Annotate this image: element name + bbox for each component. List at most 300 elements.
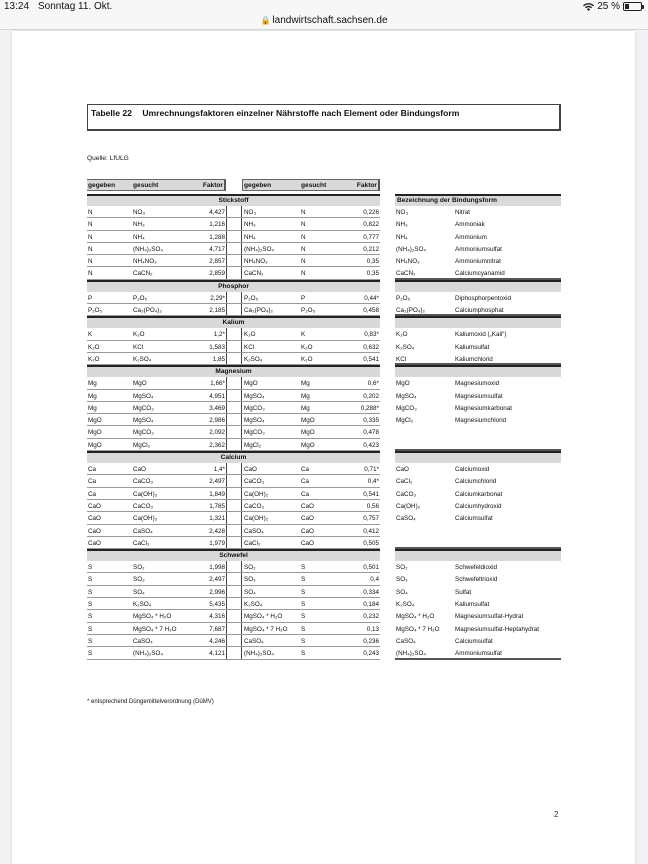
legend-row xyxy=(395,475,561,487)
name-cell: Calciumhydroxid xyxy=(455,502,502,510)
given-cell: CaSO₄ xyxy=(244,637,264,645)
legend-row xyxy=(395,647,561,659)
legend-row xyxy=(395,353,561,365)
sought-cell: Ca₃(PO₄)₂ xyxy=(133,307,162,315)
table-row xyxy=(87,328,380,340)
sought-cell: SO₂ xyxy=(133,564,145,572)
table-row xyxy=(87,500,380,512)
factor-cell: 0,777 xyxy=(363,233,379,241)
column-gap xyxy=(226,267,242,278)
section-body xyxy=(87,377,380,451)
page-number: 2 xyxy=(554,810,559,819)
lock-icon: 🔒 xyxy=(260,16,271,25)
given-cell: MgSO₄ xyxy=(244,417,265,425)
table-row xyxy=(87,426,380,438)
name-cell: Ammonium xyxy=(455,233,487,241)
legend-row xyxy=(395,377,561,389)
given-cell: CaO xyxy=(88,527,101,535)
factor-cell: 0,184 xyxy=(363,601,379,609)
given-cell: CaCO₃ xyxy=(244,502,265,510)
table-row xyxy=(87,537,380,549)
formula-cell: SO₄ xyxy=(396,588,408,596)
sought-cell: K xyxy=(301,331,306,339)
column-gap xyxy=(226,390,242,401)
factor-cell: 0,501 xyxy=(363,564,379,572)
given-cell: Mg xyxy=(88,404,97,412)
sought-cell: CaO xyxy=(301,515,314,523)
given-cell: N xyxy=(88,233,93,241)
column-header-right xyxy=(242,179,380,191)
name-cell: Calciumsulfat xyxy=(455,637,493,645)
formula-cell: MgSO₄ * H₂O xyxy=(396,613,435,621)
sought-cell: K₂O xyxy=(301,355,313,363)
sought-cell: CaCl₂ xyxy=(133,539,150,547)
factor-cell: 1,785 xyxy=(209,502,225,510)
factor-cell: 0,13 xyxy=(366,625,379,633)
given-cell: P₂O₅ xyxy=(88,307,103,315)
conversion-table xyxy=(87,194,380,660)
formula-cell: NH₄NO₃ xyxy=(396,258,420,266)
factor-cell: 2,092 xyxy=(209,429,225,437)
formula-cell: KCl xyxy=(396,355,407,363)
formula-cell: Ca₃(PO₄)₂ xyxy=(396,307,425,315)
given-cell: CaO xyxy=(88,502,101,510)
legend-row xyxy=(395,267,561,279)
sought-cell: KCl xyxy=(133,343,144,351)
given-cell: Ca xyxy=(88,490,97,498)
section-body xyxy=(87,206,380,280)
factor-cell: 4,246 xyxy=(209,637,225,645)
header-factor: Faktor xyxy=(202,182,223,189)
factor-cell: 1,66* xyxy=(210,380,225,388)
table-row xyxy=(87,292,380,304)
column-gap xyxy=(226,635,242,646)
factor-cell: 4,951 xyxy=(209,392,225,400)
column-gap xyxy=(226,573,242,584)
legend-section-header xyxy=(395,451,561,463)
table-row xyxy=(87,243,380,255)
formula-cell: K₂O xyxy=(396,331,408,339)
given-cell: K₂SO₄ xyxy=(244,601,263,609)
factor-cell: 0,423 xyxy=(363,441,379,449)
section-header-stickstoff: Stickstoff xyxy=(87,194,380,206)
formula-cell: NO₃ xyxy=(396,209,409,216)
table-row xyxy=(87,561,380,573)
table-row xyxy=(87,377,380,389)
column-gap xyxy=(226,561,242,572)
sought-cell: Ca xyxy=(301,490,310,498)
legend-row xyxy=(395,243,561,255)
sought-cell: Mg xyxy=(301,392,310,400)
column-gap xyxy=(226,328,242,339)
header-sought: gesucht xyxy=(301,182,327,189)
header-given: gegeben xyxy=(244,182,272,189)
factor-cell: 2,428 xyxy=(209,527,225,535)
header-sought: gesucht xyxy=(133,182,159,189)
name-cell: Magnesiumchlorid xyxy=(455,417,507,425)
given-cell: CaCN₂ xyxy=(244,270,264,278)
name-cell: Magnesiumoxid xyxy=(455,380,500,388)
name-cell: Magnesiumsulfat-Heptahydrat xyxy=(455,625,539,633)
table-row xyxy=(87,525,380,537)
legend-row xyxy=(395,610,561,622)
factor-cell: 0,541 xyxy=(363,355,379,363)
factor-cell: 2,497 xyxy=(209,576,225,584)
given-cell: SO₂ xyxy=(244,564,256,572)
section-body xyxy=(87,561,380,659)
given-cell: S xyxy=(88,601,93,609)
legend-row xyxy=(395,488,561,500)
formula-cell: CaCO₃ xyxy=(396,490,417,498)
sought-cell: MgO xyxy=(301,429,315,437)
sought-cell: CaCO₃ xyxy=(133,478,154,486)
given-cell: Ca(OH)₂ xyxy=(244,515,269,523)
given-cell: (NH₄)₂SO₄ xyxy=(244,245,274,253)
factor-cell: 1,321 xyxy=(209,515,225,523)
formula-cell: CaCN₂ xyxy=(396,270,416,278)
sought-cell: MgCO₃ xyxy=(133,429,154,437)
legend-row xyxy=(395,573,561,585)
sought-cell: MgSO₄ xyxy=(133,392,154,400)
name-cell: Ammoniumsulfat xyxy=(455,245,502,253)
factor-cell: 0,35 xyxy=(366,258,379,266)
legend-section-header xyxy=(395,316,561,328)
section-header-schwefel: Schwefel xyxy=(87,549,380,561)
sought-cell: MgO xyxy=(301,441,315,449)
sought-cell: CaO xyxy=(301,527,314,535)
table-row xyxy=(87,402,380,414)
given-cell: MgCl₂ xyxy=(244,441,262,449)
sought-cell: S xyxy=(301,576,306,584)
name-cell: Calciumkarbonat xyxy=(455,490,503,498)
legend-section-body xyxy=(395,561,561,659)
status-right xyxy=(583,1,642,12)
sought-cell: (NH₄)₂SO₄ xyxy=(133,650,163,658)
factor-cell: 2,29* xyxy=(210,294,225,302)
url-text: landwirtschaft.sachsen.de xyxy=(272,15,388,26)
factor-cell: 0,632 xyxy=(363,343,379,351)
given-cell: NO₃ xyxy=(244,209,257,216)
legend-row xyxy=(395,525,561,537)
battery-icon xyxy=(623,2,642,11)
sought-cell: S xyxy=(301,613,306,621)
factor-cell: 0,505 xyxy=(363,539,379,547)
factor-cell: 7,687 xyxy=(209,625,225,633)
sought-cell: MgCO₃ xyxy=(133,404,154,412)
name-cell: Nitrat xyxy=(455,209,471,216)
factor-cell: 0,226 xyxy=(363,209,379,216)
sought-cell: Mg xyxy=(301,380,310,388)
factor-cell: 1,85 xyxy=(212,355,225,363)
formula-cell: SO₂ xyxy=(396,564,408,572)
factor-cell: 1,998 xyxy=(209,564,225,572)
legend-row xyxy=(395,390,561,402)
sought-cell: S xyxy=(301,637,306,645)
sought-cell: SO₄ xyxy=(133,588,145,596)
factor-cell: 0,71* xyxy=(364,466,379,474)
given-cell: KCl xyxy=(244,343,255,351)
given-cell: N xyxy=(88,209,93,216)
sought-cell: N xyxy=(301,221,306,229)
factor-cell: 1,216 xyxy=(209,221,225,229)
formula-cell: P₂O₅ xyxy=(396,294,411,302)
factor-cell: 0,83* xyxy=(364,331,379,339)
name-cell: Calciumoxid xyxy=(455,466,490,474)
given-cell: Ca(OH)₂ xyxy=(244,490,269,498)
legend-row xyxy=(395,623,561,635)
sought-cell: S xyxy=(301,601,306,609)
factor-cell: 0,243 xyxy=(363,650,379,658)
factor-cell: 1,288 xyxy=(209,233,225,241)
legend-row xyxy=(395,304,561,316)
footnote: * entsprechend Düngemittelverordnung (DüMV) xyxy=(87,699,214,705)
factor-cell: 0,478 xyxy=(363,429,379,437)
name-cell: Calciumchlorid xyxy=(455,478,497,486)
battery-percent: 25 % xyxy=(597,1,620,12)
formula-cell: CaSO₄ xyxy=(396,515,416,523)
given-cell: SO₄ xyxy=(244,588,256,596)
name-cell: Sulfat xyxy=(455,588,472,596)
factor-cell: 0,212 xyxy=(363,245,379,253)
given-cell: N xyxy=(88,270,93,278)
legend-row xyxy=(395,206,561,218)
sought-cell: MgCl₂ xyxy=(133,441,151,449)
sought-cell: CaO xyxy=(133,466,146,474)
sought-cell: N xyxy=(301,209,306,216)
factor-cell: 0,236 xyxy=(363,637,379,645)
legend-row xyxy=(395,218,561,230)
table-row xyxy=(87,623,380,635)
column-header-left xyxy=(87,179,226,191)
given-cell: N xyxy=(88,221,93,229)
given-cell: CaO xyxy=(88,539,101,547)
given-cell: MgSO₄ * 7 H₂O xyxy=(244,625,288,633)
formula-cell: MgCO₃ xyxy=(396,404,417,412)
factor-cell: 0,4 xyxy=(370,576,379,584)
formula-cell: K₂SO₄ xyxy=(396,343,415,351)
given-cell: K₂O xyxy=(244,331,256,339)
formula-cell: CaO xyxy=(396,466,409,474)
table-row xyxy=(87,598,380,610)
table-row xyxy=(87,512,380,524)
factor-cell: 4,717 xyxy=(209,245,225,253)
given-cell: Ca xyxy=(88,478,97,486)
table-title-box xyxy=(87,104,561,131)
name-cell: Calciumcyanamid xyxy=(455,270,505,278)
factor-cell: 1,583 xyxy=(209,343,225,351)
factor-cell: 1,849 xyxy=(209,490,225,498)
name-cell: Kaliumoxid („Kali“) xyxy=(455,331,507,339)
name-cell: Schwefeltrioxid xyxy=(455,576,498,584)
sought-cell: MgO xyxy=(301,417,315,425)
sought-cell: CaCO₃ xyxy=(133,502,154,510)
table-row xyxy=(87,353,380,365)
sought-cell: MgSO₄ * H₂O xyxy=(133,613,172,621)
sought-cell: K₂SO₄ xyxy=(133,601,152,609)
formula-cell: MgSO₄ xyxy=(396,392,417,400)
given-cell: S xyxy=(88,588,93,596)
legend-row xyxy=(395,512,561,524)
factor-cell: 0,4* xyxy=(367,478,379,486)
legend-row xyxy=(395,463,561,475)
name-cell: Magnesiumkarbonat xyxy=(455,404,513,412)
url-bar[interactable] xyxy=(0,14,648,30)
column-gap xyxy=(226,292,242,303)
sought-cell: CaO xyxy=(301,502,314,510)
column-gap xyxy=(226,218,242,229)
legend-row xyxy=(395,635,561,647)
given-cell: MgSO₄ * H₂O xyxy=(244,613,283,621)
name-cell: Schwefeldioxid xyxy=(455,564,498,572)
column-gap xyxy=(226,304,242,315)
legend-row xyxy=(395,231,561,243)
legend-row xyxy=(395,561,561,573)
name-cell: Calciumphosphat xyxy=(455,307,504,315)
given-cell: MgCO₃ xyxy=(244,404,265,412)
given-cell: MgO xyxy=(88,441,102,449)
formula-cell: (NH₄)₂SO₄ xyxy=(396,245,426,253)
factor-cell: 0,822 xyxy=(363,221,379,229)
legend-row xyxy=(395,402,561,414)
given-cell: S xyxy=(88,625,93,633)
legend-row xyxy=(395,255,561,267)
header-factor: Faktor xyxy=(356,182,377,189)
legend-row xyxy=(395,328,561,340)
factor-cell: 1,2* xyxy=(213,331,225,339)
name-cell: Kaliumsulfat xyxy=(455,601,490,609)
section-body xyxy=(87,292,380,317)
given-cell: K₂O xyxy=(88,343,100,351)
sought-cell: K₂SO₄ xyxy=(133,355,152,363)
column-gap xyxy=(226,341,242,352)
legend-row xyxy=(395,426,561,438)
sought-cell: Ca xyxy=(301,478,310,486)
table-row xyxy=(87,414,380,426)
factor-cell: 4,316 xyxy=(209,613,225,621)
factor-cell: 0,56 xyxy=(366,502,379,510)
formula-cell: NH₄ xyxy=(396,233,408,241)
table-row xyxy=(87,267,380,279)
given-cell: Ca xyxy=(88,466,97,474)
name-cell: Diphosphorpentoxid xyxy=(455,294,512,302)
given-cell: K xyxy=(88,331,93,339)
given-cell: MgO xyxy=(244,380,258,388)
given-cell: S xyxy=(88,637,93,645)
formula-cell: MgCl₂ xyxy=(396,417,414,425)
table-row xyxy=(87,255,380,267)
column-gap xyxy=(226,463,242,474)
given-cell: Mg xyxy=(88,380,97,388)
factor-cell: 0,202 xyxy=(363,392,379,400)
sought-cell: K₂O xyxy=(301,343,313,351)
formula-cell: MgSO₄ * 7 H₂O xyxy=(396,625,440,633)
legend-row xyxy=(395,586,561,598)
sought-cell: K₂O xyxy=(133,331,145,339)
legend-section-body xyxy=(395,377,561,451)
legend-section-header xyxy=(395,549,561,561)
sought-cell: MgSO₄ xyxy=(133,417,154,425)
legend-table xyxy=(395,194,561,660)
table-title: Umrechnungsfaktoren einzelner Nährstoffe nach Element oder Bindungsform xyxy=(142,108,460,118)
sought-cell: Ca xyxy=(301,466,310,474)
formula-cell: MgO xyxy=(396,380,410,388)
status-time: 13:24 xyxy=(4,1,30,12)
table-row xyxy=(87,304,380,316)
name-cell: Magnesiumsulfat xyxy=(455,392,503,400)
factor-cell: 4,427 xyxy=(209,209,225,216)
column-gap xyxy=(226,512,242,523)
column-gap xyxy=(226,623,242,634)
given-cell: MgSO₄ xyxy=(244,392,265,400)
column-gap xyxy=(226,243,242,254)
given-cell: NH₄NO₃ xyxy=(244,258,268,266)
column-gap xyxy=(226,231,242,242)
given-cell: S xyxy=(88,564,93,572)
legend-section-header xyxy=(395,280,561,292)
given-cell: MgO xyxy=(88,417,102,425)
given-cell: S xyxy=(88,613,93,621)
legend-row xyxy=(395,537,561,549)
table-row xyxy=(87,635,380,647)
factor-cell: 2,996 xyxy=(209,588,225,596)
factor-cell: 0,6* xyxy=(367,380,379,388)
table-row xyxy=(87,488,380,500)
legend-row xyxy=(395,341,561,353)
column-gap xyxy=(226,500,242,511)
pdf-page xyxy=(12,31,635,864)
factor-cell: 0,288* xyxy=(360,404,379,412)
section-body xyxy=(87,463,380,549)
given-cell: CaSO₄ xyxy=(244,527,264,535)
given-cell: P₂O₅ xyxy=(244,294,259,302)
formula-cell: CaCl₂ xyxy=(396,478,413,486)
sought-cell: NH₃ xyxy=(133,221,145,229)
given-cell: N xyxy=(88,258,93,266)
table-number: Tabelle 22 xyxy=(91,108,132,118)
legend-section-body xyxy=(395,206,561,280)
column-gap xyxy=(226,377,242,388)
sought-cell: CaSO₄ xyxy=(133,527,153,535)
sought-cell: NH₄NO₃ xyxy=(133,258,157,266)
given-cell: N xyxy=(88,245,93,253)
given-cell: Ca₃(PO₄)₂ xyxy=(244,307,273,315)
given-cell: K₂SO₄ xyxy=(244,355,263,363)
given-cell: MgO xyxy=(88,429,102,437)
formula-cell: Ca(OH)₂ xyxy=(396,502,421,510)
table-row xyxy=(87,475,380,487)
sought-cell: S xyxy=(301,650,306,658)
sought-cell: S xyxy=(301,625,306,633)
name-cell: Ammoniak xyxy=(455,221,485,229)
sought-cell: CaSO₄ xyxy=(133,637,153,645)
column-gap xyxy=(226,353,242,364)
factor-cell: 0,232 xyxy=(363,613,379,621)
factor-cell: 2,185 xyxy=(209,307,225,315)
status-bar xyxy=(0,0,648,14)
column-gap xyxy=(226,206,242,217)
status-date: Sonntag 11. Okt. xyxy=(38,1,113,12)
given-cell: CaO xyxy=(244,466,257,474)
column-gap xyxy=(226,255,242,266)
sought-cell: CaCN₂ xyxy=(133,270,153,278)
section-body xyxy=(87,328,380,365)
legend-section-header: Bezeichnung der Bindungsform xyxy=(395,194,561,206)
column-gap xyxy=(226,488,242,499)
formula-cell: SO₃ xyxy=(396,576,408,584)
column-gap xyxy=(226,439,242,450)
given-cell: S xyxy=(88,576,93,584)
factor-cell: 3,469 xyxy=(209,404,225,412)
